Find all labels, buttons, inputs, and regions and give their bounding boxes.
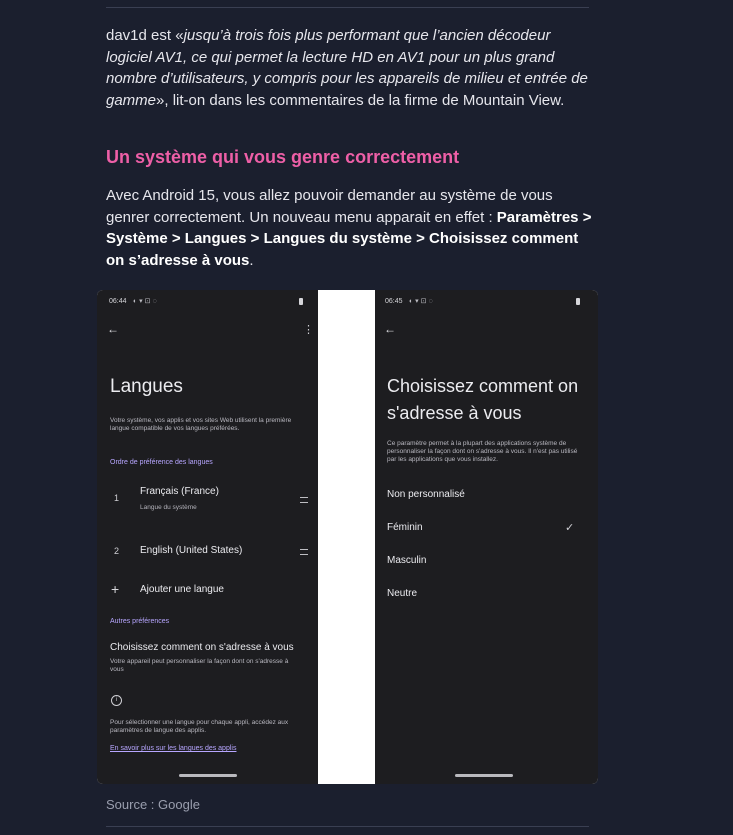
quote-suffix: », lit-on dans les commentaires de la firme de Mountain View. [156,91,565,109]
option-masculin[interactable]: Masculin [387,555,427,566]
para2-end: . [249,251,254,269]
add-language-label: Ajouter une langue [140,584,224,595]
quote-italic: jusqu’à trois fois plus performant que l’ancien décodeur logiciel AV1, ce qui permet la lecture HD en AV1 pour un plus grand nombre d’utilisateurs, y compris pour les appareils de milieu et entrée de gamme [106,27,588,109]
screenshots-figure [97,290,598,784]
settings-path: Paramètres > Système > Langues > Langues du système > Choisissez comment on s’adresse à vous [106,208,592,269]
plus-icon: + [111,581,120,597]
option-feminin[interactable]: Féminin [387,522,423,533]
language-number: 2 [114,546,120,556]
quote-prefix: dav1d est « [106,27,184,44]
back-arrow-icon[interactable]: ← [107,322,119,336]
screen-description: Votre système, vos applis et vos sites Web utilisent la première langue compatible de vos langues préférées. [110,417,292,432]
address-title: Choisissez comment on s'adresse à vous [110,642,294,653]
status-time: 06:45 [385,298,403,305]
battery-icon [576,298,580,305]
section-heading: Un système qui vous genre correctement [106,147,460,167]
status-icons: ◐ ▾ ⊡ ◌ [409,298,433,305]
android-paragraph [106,185,596,271]
option-non-personnalise[interactable]: Non personnalisé [387,489,465,500]
language-number: 1 [114,493,120,503]
status-icons: ◐ ▾ ⊡ ◌ [133,298,157,305]
top-divider [106,7,589,8]
back-arrow-icon[interactable]: ← [384,322,396,336]
quote-paragraph [106,25,596,111]
drag-handle-icon[interactable] [300,549,308,555]
phone-screen-languages [97,290,318,784]
home-indicator[interactable] [179,774,237,777]
para2-text: Avec Android 15, vous allez pouvoir demander au système de vous genrer correctement. Un nouveau menu apparait en effet : [106,187,553,226]
check-icon: ✓ [565,522,575,534]
battery-icon [299,298,303,305]
language-name: Français (France) [140,486,219,497]
address-desc: Votre appareil peut personnaliser la façon dont on s'adresse à vous [110,658,289,673]
screen-title: Choisissez comment on s'adresse à vous [387,376,579,423]
language-name: English (United States) [140,545,243,556]
home-indicator[interactable] [455,774,513,777]
language-sub: Langue du système [140,504,197,511]
status-time: 06:44 [109,298,127,305]
image-caption: Source : Google [106,797,200,812]
screen-description: Ce paramètre permet à la plupart des applications système de personnaliser la façon dont on s'adresse à vous. Il n'est pas utilisé par les applications que vous installez. [387,440,578,463]
bottom-divider [106,826,589,827]
option-neutre[interactable]: Neutre [387,588,418,599]
phone-screen-address [375,290,598,784]
learn-more-link[interactable]: En savoir plus sur les langues des applis [110,745,237,752]
screen-title: Langues [110,376,183,397]
info-icon: i [111,695,122,706]
other-prefs-label: Autres préférences [110,618,170,625]
section-order-label: Ordre de préférence des langues [110,459,213,466]
info-text: Pour sélectionner une langue pour chaque appli, accédez aux paramètres de langue des applis. [110,719,289,734]
drag-handle-icon[interactable] [300,497,308,503]
more-options-icon[interactable]: ⋮ [303,324,314,336]
